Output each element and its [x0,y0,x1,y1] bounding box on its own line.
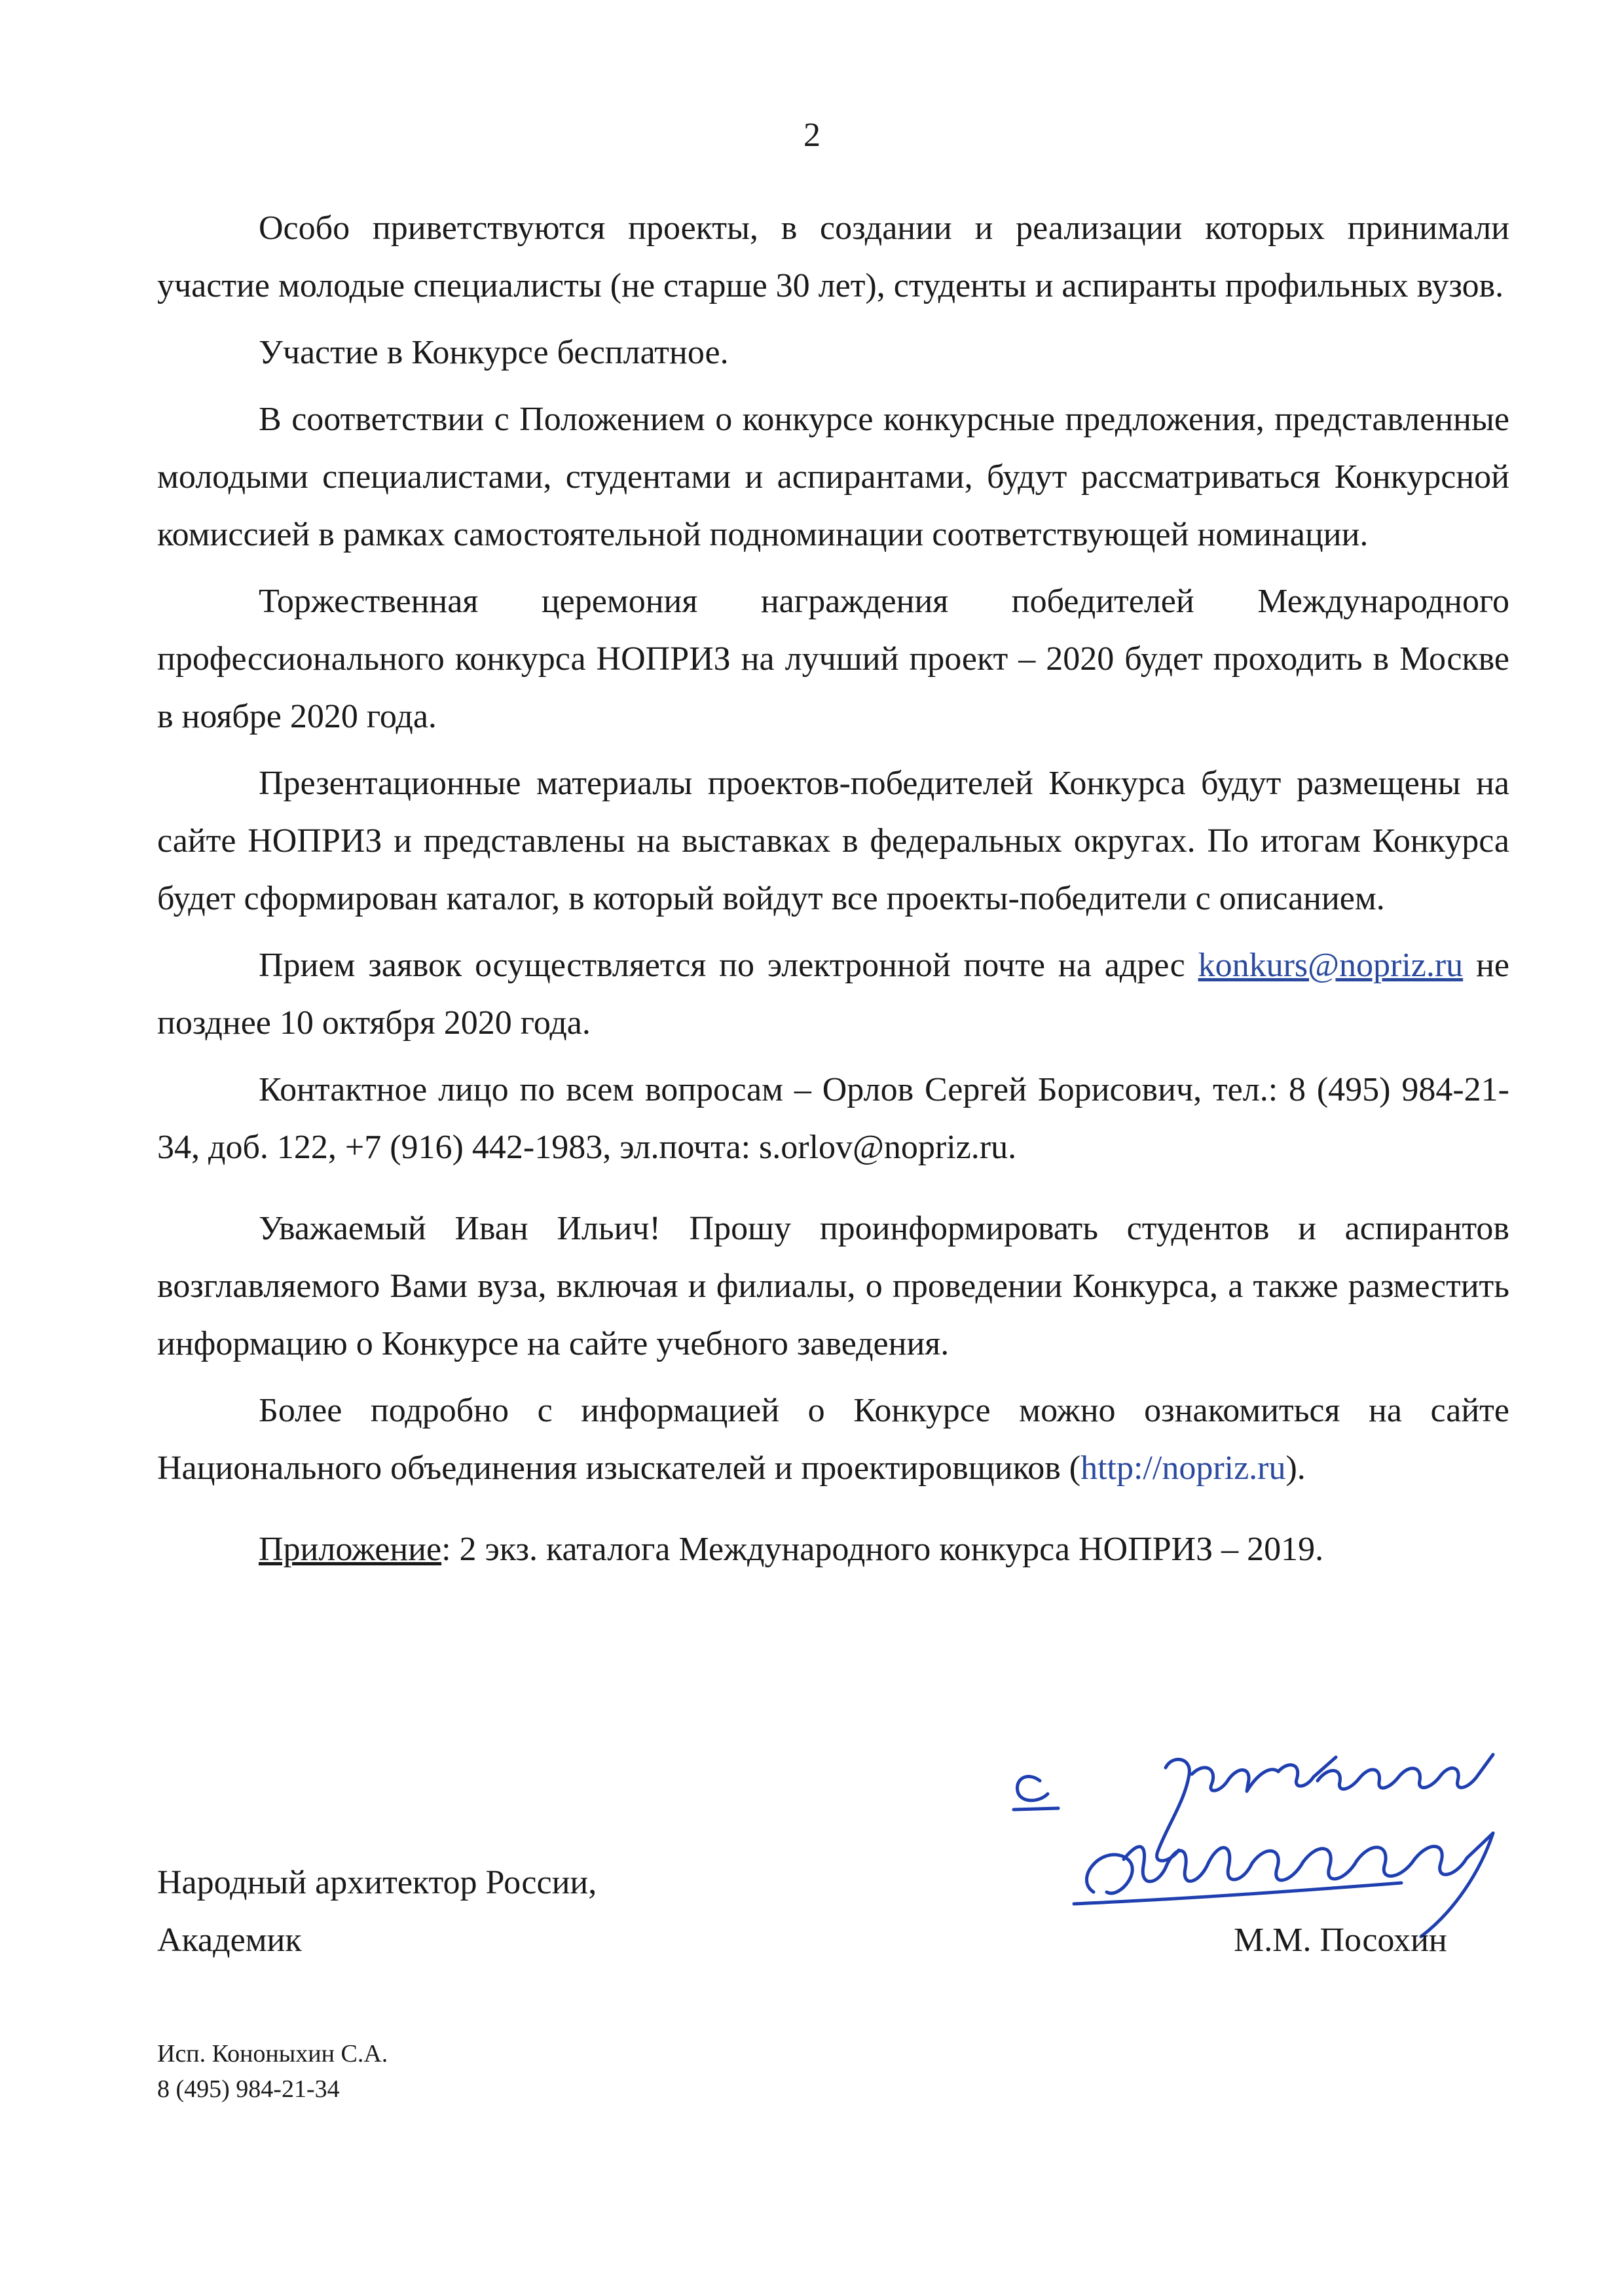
spacer [157,1176,1509,1200]
paragraph-applications [157,937,1509,1052]
signatory-name: М.М. Посохин [1234,1922,1447,1959]
appendix-label: Приложение [259,1531,442,1568]
applications-suffix: не позднее 10 октября 2020 года. [157,947,1509,1042]
applications-email-link[interactable]: konkurs@nopriz.ru [1198,947,1464,984]
more-info-prefix: Более подробно с информацией о Конкурсе можно ознакомиться на сайте Национального объединения изыскателей и проектировщиков ( [157,1392,1509,1487]
spacer [157,1497,1509,1521]
appendix-text: : 2 экз. каталога Международного конкурса НОПРИЗ – 2019. [441,1531,1324,1568]
signatory-title-line2: Академик [157,1922,302,1959]
page-number: 2 [803,117,821,154]
letter-body [157,200,1509,1578]
paragraph-presentation: Презентационные материалы проектов-победителей Конкурса будут размещены на сайте НОПРИЗ и представлены на выставках в федеральных округах. По итогам Конкурса будет сформирован каталог, в который войдут все проекты-победители с описанием. [157,765,1509,917]
paragraph-free-participation: Участие в Конкурсе бесплатное. [259,334,729,371]
paragraph-young-specialists: Особо приветствуются проекты, в создании и реализации которых принимали участие молодые специалисты (не старше 30 лет), студенты и аспиранты профильных вузов. [157,210,1509,304]
paragraph-more-info [157,1382,1509,1497]
paragraph-contact: Контактное лицо по всем вопросам – Орлов Сергей Борисович, тел.: 8 (495) 984-21-34, доб. 122, +7 (916) 442-1983, эл.почта: s.orlov@nopriz.ru. [157,1071,1509,1166]
more-info-suffix: ). [1285,1449,1306,1487]
paragraph-subnomination: В соответствии с Положением о конкурсе конкурсные предложения, представленные молодыми специалистами, студентами и аспирантами, будут рассматриваться Конкурсной комиссией в рамках самостоятельной подноминации соответствующей номинации. [157,401,1509,553]
paragraph-request: Уважаемый Иван Ильич! Прошу проинформировать студентов и аспирантов возглавляемого Вами вуза, включая и филиалы, о проведении Конкурса, а также разместить информацию о Конкурсе на сайте учебного заведения. [157,1210,1509,1362]
signatory-title [157,1854,597,1969]
applications-prefix: Прием заявок осуществляется по электронной почте на адрес [259,947,1198,984]
signatory-title-line1: Народный архитектор России, [157,1864,597,1901]
executor-name: Исп. Кононыхин С.А. [157,2040,388,2068]
executor-phone: 8 (495) 984-21-34 [157,2075,340,2103]
appendix-line [157,1521,1509,1578]
executor-block [157,2036,388,2107]
paragraph-ceremony: Торжественная церемония награждения победителей Международного профессионального конкурса НОПРИЗ на лучший проект – 2020 будет проходить в Москве в ноябре 2020 года. [157,583,1509,735]
website-link[interactable]: http://nopriz.ru [1080,1449,1286,1487]
